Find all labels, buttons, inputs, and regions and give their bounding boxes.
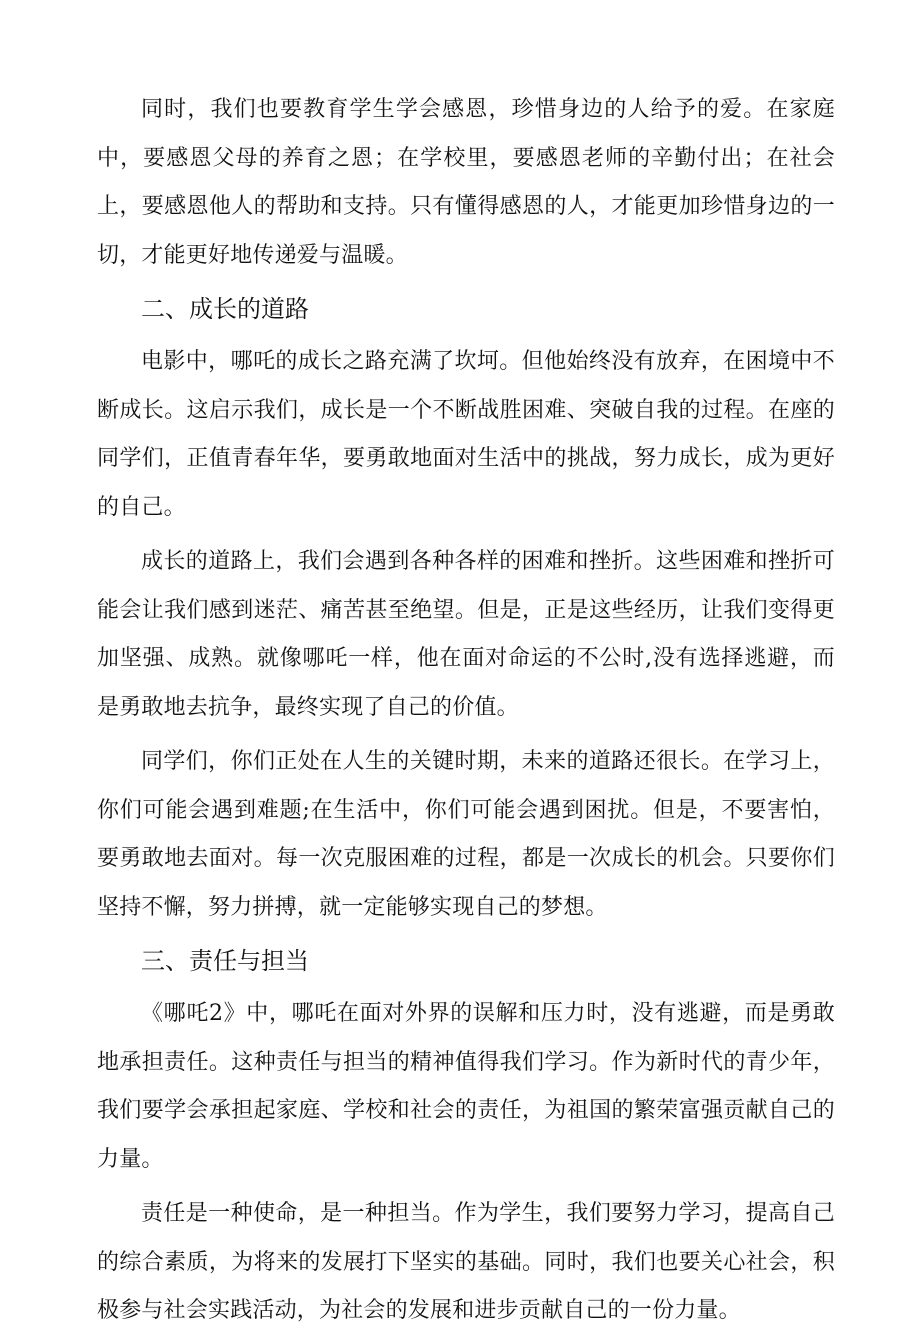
- paragraph-key-period: 同学们，你们正处在人生的关键时期，未来的道路还很长。在学习上，你们可能会遇到难题;在生活中，你们可能会遇到困扰。但是，不要害怕，要勇敢地去面对。每一次克服困难的过程，都是一次成长的机会。只要你们坚持不懈，努力拼搏，就一定能够实现自己的梦想。: [97, 749, 835, 920]
- section-heading-growth: 二、成长的道路: [141, 295, 309, 323]
- paragraph-growth-path: 电影中，哪吒的成长之路充满了坎坷。但他始终没有放弃，在困境中不断成长。这启示我们，成长是一个不断战胜困难、突破自我的过程。在座的同学们，正值青春年华，要勇敢地面对生活中的挑战，努力成长，成为更好的自己。: [97, 349, 835, 520]
- document-page: [97, 86, 835, 1336]
- paragraph-nezha-responsibility: 《哪吒2》中，哪吒在面对外界的误解和压力时，没有逃避，而是勇敢地承担责任。这种责任与担当的精神值得我们学习。作为新时代的青少年，我们要学会承担起家庭、学校和社会的责任，为祖国的繁荣富强贡献自己的力量。: [97, 1001, 835, 1172]
- paragraph-difficulties: 成长的道路上，我们会遇到各种各样的困难和挫折。这些困难和挫折可能会让我们感到迷茫、痛苦甚至绝望。但是，正是这些经历，让我们变得更加坚强、成熟。就像哪吒一样，他在面对命运的不公时,没有选择逃避，而是勇敢地去抗争，最终实现了自己的价值。: [97, 549, 835, 720]
- section-heading-responsibility: 三、责任与担当: [141, 947, 309, 975]
- paragraph-gratitude: 同时，我们也要教育学生学会感恩，珍惜身边的人给予的爱。在家庭中，要感恩父母的养育之恩；在学校里，要感恩老师的辛勤付出；在社会上，要感恩他人的帮助和支持。只有懂得感恩的人，才能更加珍惜身边的一切，才能更好地传递爱与温暖。: [97, 97, 835, 268]
- paragraph-mission: 责任是一种使命，是一种担当。作为学生，我们要努力学习，提高自己的综合素质，为将来的发展打下坚实的基础。同时，我们也要关心社会，积极参与社会实践活动，为社会的发展和进步贡献自己的一份力量。: [97, 1201, 835, 1323]
